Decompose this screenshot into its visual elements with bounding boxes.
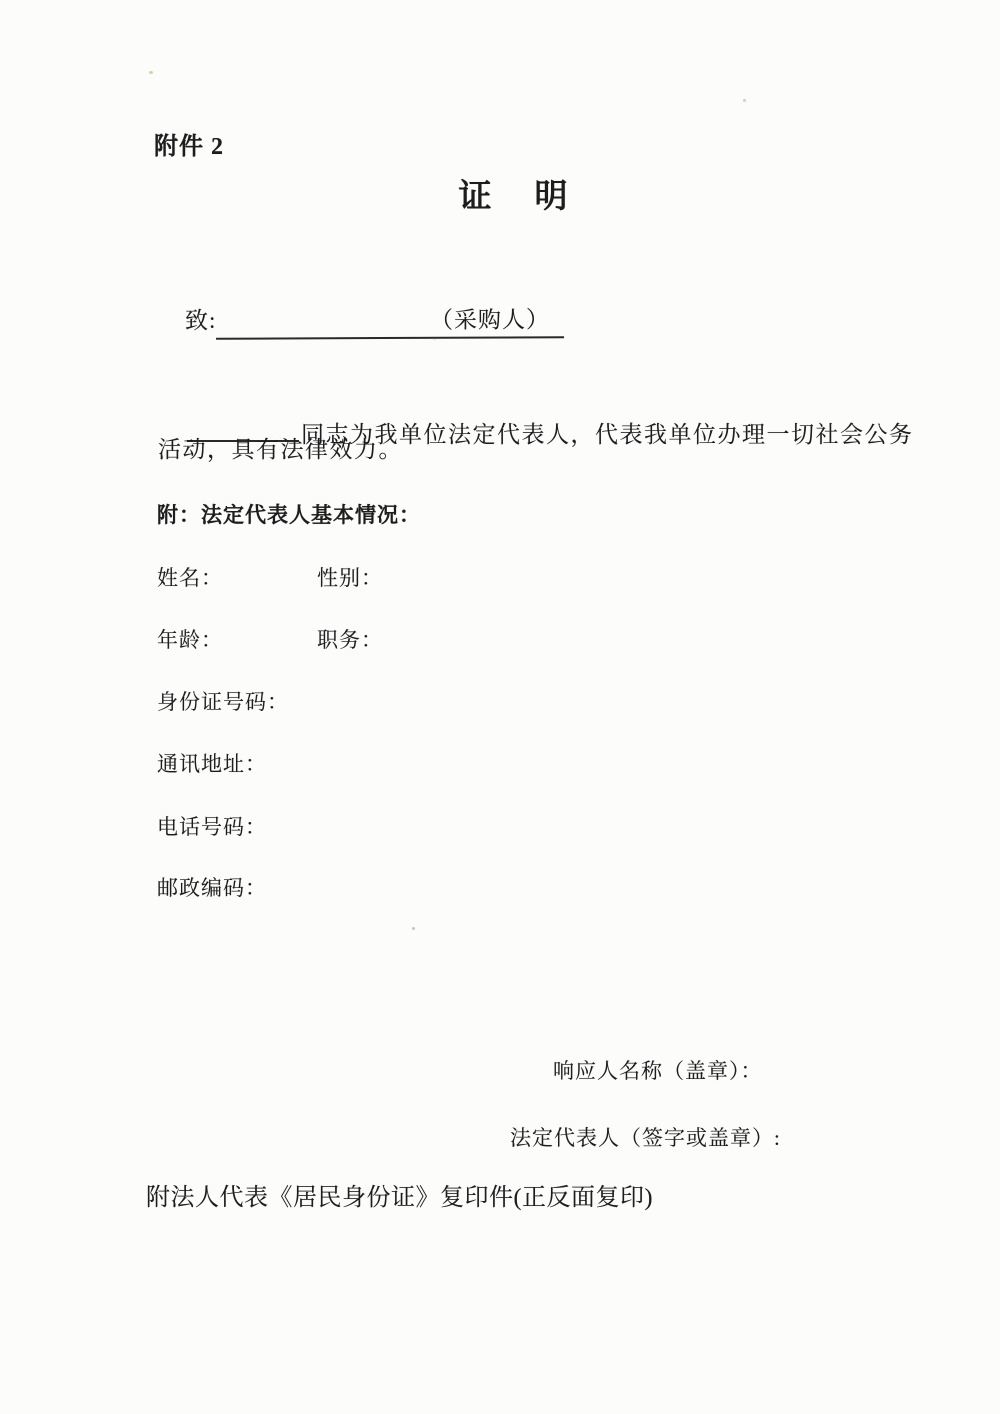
body-paragraph-line-2: 活动，具有法律效力。 [158, 437, 403, 462]
page-title: 证 明 [458, 179, 570, 215]
attachment-note: 附：法定代表人基本情况： [157, 503, 421, 527]
field-label-phone: 电话号码： [157, 815, 267, 839]
to-line [158, 276, 564, 365]
signature-respondent-label: 响应人名称（盖章）： [553, 1059, 763, 1083]
attachment-label: 附件 2 [154, 134, 224, 160]
field-label-gender: 性别： [317, 566, 383, 590]
scan-speck [743, 99, 746, 102]
footer-note: 附法人代表《居民身份证》复印件(正反面复印) [146, 1185, 653, 1211]
field-label-id-number: 身份证号码： [157, 690, 289, 714]
body-text-line-1: 同志为我单位法定代表人，代表我单位办理一切社会公务 [301, 422, 914, 447]
signature-legal-rep-label: 法定代表人（签字或盖章）: [510, 1126, 781, 1150]
field-label-name: 姓名： [157, 566, 223, 590]
recipient-hint: （采购人） [430, 307, 551, 333]
field-label-position: 职务： [317, 628, 383, 652]
field-label-postal-code: 邮政编码： [157, 876, 267, 900]
scan-speck [412, 927, 415, 930]
field-label-age: 年龄： [157, 628, 223, 652]
to-label: 致: [185, 308, 217, 333]
field-label-address: 通讯地址： [157, 752, 267, 776]
recipient-blank-underline [216, 301, 564, 340]
scan-speck [149, 71, 153, 74]
